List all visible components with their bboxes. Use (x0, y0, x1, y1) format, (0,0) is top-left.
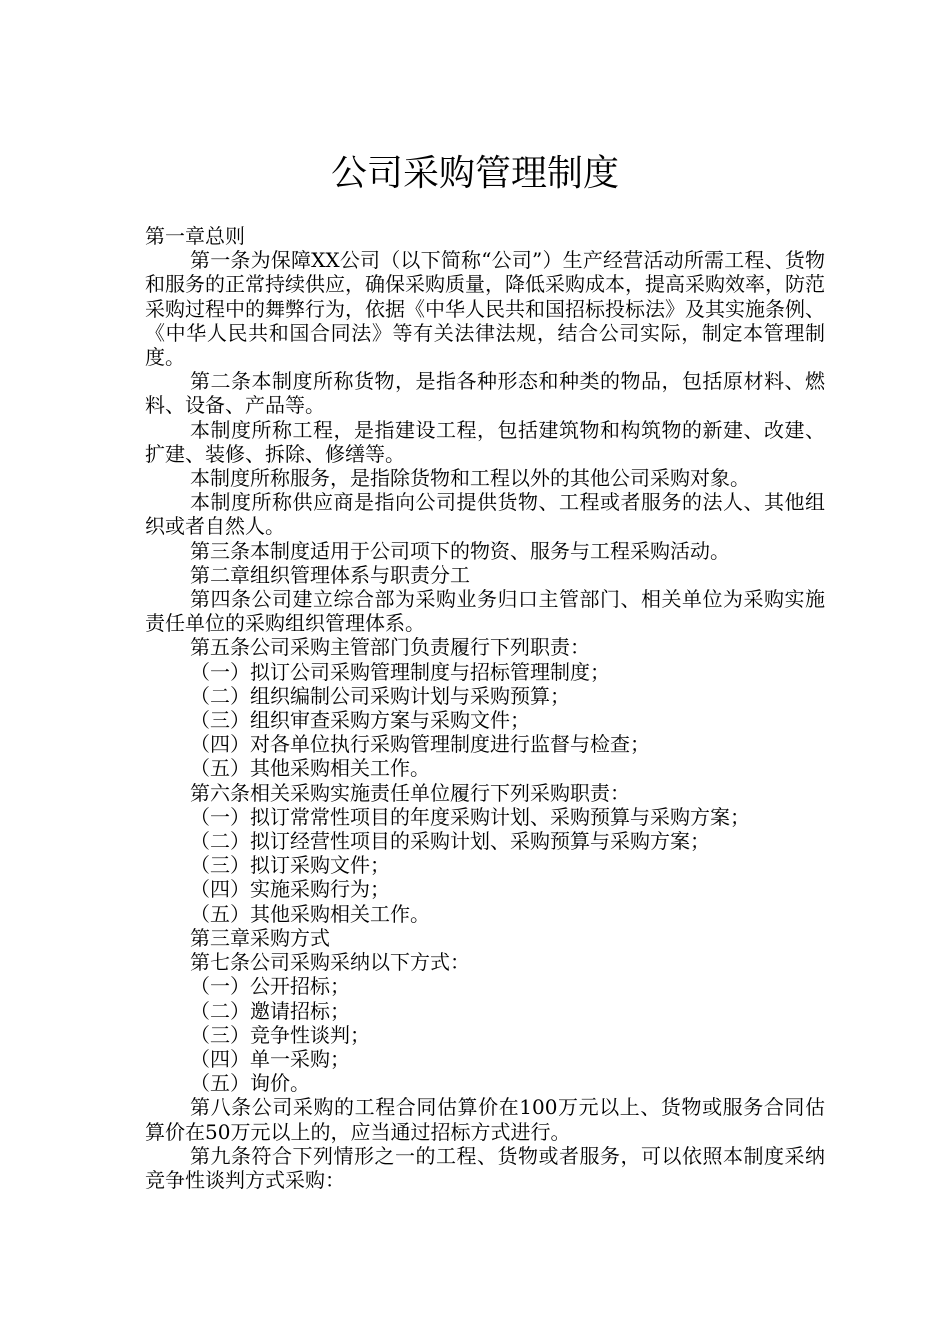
paragraph: （一）公开招标； (190, 974, 350, 999)
paragraph: （一）拟订常常性项目的年度采购计划、采购预算与采购方案； (190, 804, 750, 829)
paragraph: （一）拟订公司采购管理制度与招标管理制度； (190, 659, 610, 684)
paragraph: 第三条本制度适用于公司项下的物资、服务与工程采购活动。 (190, 538, 730, 563)
paragraph: 本制度所称工程，是指建设工程，包括建筑物和构筑物的新建、改建、扩建、装修、拆除、修缮等。 (145, 417, 825, 466)
paragraph: 第七条公司采购采纳以下方式： (190, 950, 470, 975)
paragraph: （四）单一采购； (190, 1046, 350, 1071)
paragraph: （三）竞争性谈判； (190, 1022, 370, 1047)
paragraph: （五）其他采购相关工作。 (190, 901, 430, 926)
paragraph: 第八条公司采购的工程合同估算价在100万元以上、货物或服务合同估算价在50万元以上的，应当通过招标方式进行。 (145, 1095, 825, 1144)
paragraph: （三）组织审查采购方案与采购文件； (190, 708, 530, 733)
document-title: 公司采购管理制度 (330, 153, 619, 195)
paragraph: 本制度所称服务，是指除货物和工程以外的其他公司采购对象。 (190, 466, 750, 491)
paragraph: （二）拟订经营性项目的采购计划、采购预算与采购方案； (190, 829, 710, 854)
paragraph: 第二章组织管理体系与职责分工 (190, 562, 470, 587)
paragraph: 第九条符合下列情形之一的工程、货物或者服务，可以依照本制度采纳竞争性谈判方式采购： (145, 1143, 825, 1192)
paragraph: （四）对各单位执行采购管理制度进行监督与检查； (190, 732, 650, 757)
paragraph: （五）询价。 (190, 1071, 310, 1096)
paragraph: （二）组织编制公司采购计划与采购预算； (190, 683, 570, 708)
paragraph: （五）其他采购相关工作。 (190, 756, 430, 781)
paragraph: 第五条公司采购主管部门负责履行下列职责： (190, 635, 590, 660)
paragraph: 第一章总则 (145, 224, 245, 248)
paragraph: 第三章采购方式 (190, 925, 330, 950)
paragraph: 本制度所称供应商是指向公司提供货物、工程或者服务的法人、其他组织或者自然人。 (145, 490, 825, 539)
paragraph: 第二条本制度所称货物，是指各种形态和种类的物品，包括原材料、燃料、设备、产品等。 (145, 369, 825, 418)
paragraph: （三）拟订采购文件； (190, 853, 390, 878)
paragraph: （二）邀请招标； (190, 998, 350, 1023)
document-body (145, 224, 825, 1192)
paragraph: 第四条公司建立综合部为采购业务归口主管部门、相关单位为采购实施责任单位的采购组织管理体系。 (145, 587, 825, 636)
paragraph: 第六条相关采购实施责任单位履行下列采购职责： (190, 780, 630, 805)
paragraph: 第一条为保障XX公司（以下简称“公司”）生产经营活动所需工程、货物和服务的正常持续供应，确保采购质量，降低采购成本，提高采购效率，防范采购过程中的舞弊行为，依据《中华人民共和国招标投标法》及其实施条例、《中华人民共和国合同法》等有关法律法规，结合公司实际，制定本管理制度。 (145, 248, 825, 370)
paragraph: （四）实施采购行为； (190, 877, 390, 902)
